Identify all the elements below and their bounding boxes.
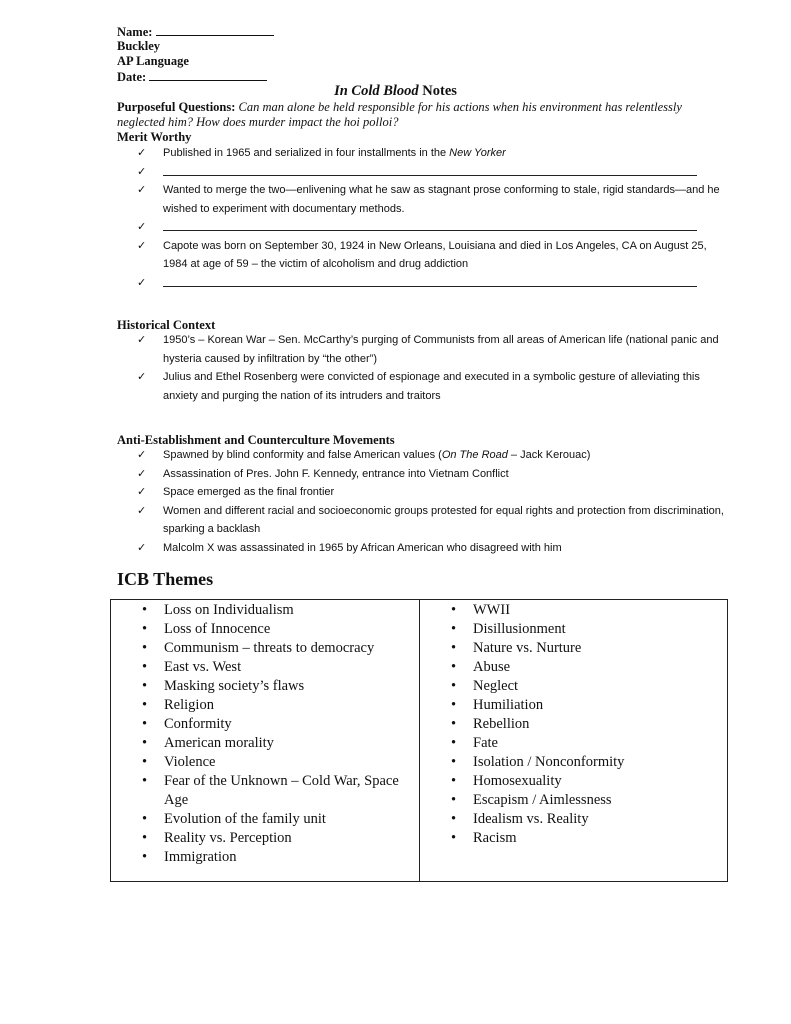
bullet-icon: • [451, 621, 457, 637]
theme-text: Loss on Individualism [164, 602, 294, 618]
list-item [137, 274, 727, 293]
bullet-icon: • [142, 830, 148, 846]
bullet-icon: • [142, 849, 148, 865]
purposeful-text: Can man alone be held responsible for his actions when his environment has relentlessly neglected him? How does murder impact the hoi polloi? [117, 100, 682, 129]
theme-text: Isolation / Nonconformity [473, 754, 625, 770]
theme-text: Humiliation [473, 697, 544, 713]
theme-text: Rebellion [473, 716, 530, 732]
anti-list [137, 446, 727, 557]
bullet-icon: • [451, 773, 457, 789]
bullet-icon: • [142, 811, 148, 827]
theme-item [138, 677, 400, 696]
list-item [137, 502, 727, 539]
bullet-icon: • [142, 640, 148, 656]
theme-item [138, 715, 400, 734]
page-title [0, 83, 791, 100]
bullet-icon: • [451, 659, 457, 675]
theme-item [447, 734, 717, 753]
fill-in-blank[interactable] [163, 163, 697, 176]
theme-text: Loss of Innocence [164, 621, 271, 637]
theme-item [447, 715, 717, 734]
themes-heading: ICB Themes [117, 569, 214, 589]
theme-text: Racism [473, 830, 517, 846]
checkmark-icon: ✓ [137, 275, 147, 289]
bullet-icon: • [451, 678, 457, 694]
name-blank[interactable] [156, 24, 274, 36]
bullet-icon: • [142, 621, 148, 637]
name-label: Name: [117, 25, 153, 39]
theme-item [138, 829, 400, 848]
bullet-icon: • [451, 811, 457, 827]
checkmark-icon: ✓ [137, 333, 147, 346]
item-text-after: – Jack Kerouac) [507, 449, 591, 461]
bullet-icon: • [142, 773, 148, 789]
theme-item [138, 753, 400, 772]
theme-text: Reality vs. Perception [164, 830, 292, 846]
theme-item [447, 639, 717, 658]
bullet-icon: • [451, 716, 457, 732]
section-heading-merit: Merit Worthy [117, 130, 192, 144]
themes-right-list [447, 601, 717, 848]
checkmark-icon: ✓ [137, 448, 147, 461]
theme-item [138, 734, 400, 753]
item-text: Assassination of Pres. John F. Kennedy, entrance into Vietnam Conflict [163, 467, 509, 480]
theme-text: Evolution of the family unit [164, 811, 326, 827]
list-item [137, 368, 727, 405]
section-heading-anti: Anti-Establishment and Counterculture Movements [117, 433, 395, 447]
title-book: In Cold Blood [334, 83, 419, 99]
theme-item [447, 753, 717, 772]
list-item [137, 446, 727, 465]
bullet-icon: • [142, 697, 148, 713]
theme-text: Violence [164, 754, 216, 770]
bullet-icon: • [142, 735, 148, 751]
checkmark-icon: ✓ [137, 146, 147, 159]
item-text: Wanted to merge the two—enlivening what he saw as stagnant prose conforming to stale, rigid standards—and he wished to experiment with documentary methods. [163, 184, 720, 215]
theme-text: Disillusionment [473, 621, 566, 637]
bullet-icon: • [142, 716, 148, 732]
fill-in-blank[interactable] [163, 218, 697, 231]
item-text: Malcolm X was assassinated in 1965 by African American who disagreed with him [163, 541, 562, 554]
theme-item [138, 620, 400, 639]
theme-text: East vs. West [164, 659, 242, 675]
checkmark-icon: ✓ [137, 220, 147, 233]
list-item [137, 144, 727, 163]
item-title-italic: On The Road [441, 449, 508, 461]
list-item [137, 465, 727, 484]
section-heading-historical: Historical Context [117, 318, 216, 332]
date-label: Date: [117, 70, 147, 84]
title-suffix: Notes [418, 83, 457, 99]
list-item [137, 331, 727, 368]
checkmark-icon: ✓ [137, 503, 147, 517]
theme-item [138, 639, 400, 658]
checkmark-icon: ✓ [137, 370, 147, 383]
themes-table [110, 599, 728, 882]
theme-text: Idealism vs. Reality [473, 811, 589, 827]
theme-item [447, 791, 717, 810]
list-item [137, 237, 727, 274]
purposeful-questions [117, 100, 717, 130]
theme-item [447, 620, 717, 639]
theme-item [447, 810, 717, 829]
theme-item [447, 601, 717, 620]
checkmark-icon: ✓ [137, 466, 147, 480]
theme-text: American morality [164, 735, 274, 751]
table-divider [419, 600, 420, 881]
bullet-icon: • [451, 830, 457, 846]
theme-text: Conformity [164, 716, 232, 732]
theme-text: Nature vs. Nurture [473, 640, 582, 656]
merit-list [137, 144, 727, 292]
fill-in-blank[interactable] [163, 274, 697, 287]
theme-text: Homosexuality [473, 773, 562, 789]
theme-item [138, 848, 400, 867]
item-text: Space emerged as the final frontier [163, 486, 335, 498]
theme-text: Religion [164, 697, 214, 713]
theme-text: Fate [473, 735, 498, 751]
theme-item [138, 772, 400, 810]
list-item [137, 181, 727, 218]
bullet-icon: • [142, 678, 148, 694]
item-text: Women and different racial and socioeconomic groups protested for equal rights and protection from discrimination, sparking a backlash [163, 504, 724, 535]
bullet-icon: • [142, 602, 148, 618]
teacher-name: Buckley [117, 39, 161, 53]
theme-item [447, 772, 717, 791]
checkmark-icon: ✓ [137, 238, 147, 252]
bullet-icon: • [451, 640, 457, 656]
purposeful-label: Purposeful Questions: [117, 100, 236, 114]
date-blank[interactable] [149, 69, 267, 81]
theme-text: Escapism / Aimlessness [473, 792, 612, 808]
list-item [137, 163, 727, 182]
theme-text: Abuse [473, 659, 511, 675]
theme-text: Fear of the Unknown – Cold War, Space Age [164, 773, 399, 808]
theme-text: Communism – threats to democracy [164, 640, 375, 656]
historical-list [137, 331, 727, 405]
theme-item [138, 658, 400, 677]
checkmark-icon: ✓ [137, 164, 147, 178]
item-text: Julius and Ethel Rosenberg were convicted of espionage and executed in a symbolic gesture of alleviating this anxiety and purging the nation of its intruders and traitors [163, 371, 700, 402]
item-text: 1950’s – Korean War – Sen. McCarthy’s purging of Communists from all areas of American life (national panic and hysteria caused by infiltration by “the other”) [163, 334, 719, 365]
item-text: Capote was born on September 30, 1924 in New Orleans, Louisiana and died in Los Angeles, CA on August 25, 1984 at age of 59 – the victim of alcoholism and drug addiction [163, 239, 707, 270]
checkmark-icon: ✓ [137, 540, 147, 554]
list-item [137, 539, 727, 558]
theme-text: Masking society’s flaws [164, 678, 305, 694]
list-item [137, 483, 727, 502]
theme-item [138, 696, 400, 715]
bullet-icon: • [451, 735, 457, 751]
theme-item [447, 696, 717, 715]
item-title-italic: New Yorker [449, 147, 506, 159]
theme-item [138, 810, 400, 829]
theme-item [447, 658, 717, 677]
bullet-icon: • [142, 659, 148, 675]
course-name: AP Language [117, 54, 189, 68]
item-text: Published in 1965 and serialized in four installments in the [163, 147, 450, 159]
theme-item [447, 829, 717, 848]
item-text: Spawned by blind conformity and false American values ( [163, 449, 442, 461]
bullet-icon: • [142, 754, 148, 770]
themes-left-list [138, 601, 400, 867]
theme-item [447, 677, 717, 696]
checkmark-icon: ✓ [137, 485, 147, 498]
bullet-icon: • [451, 792, 457, 808]
bullet-icon: • [451, 697, 457, 713]
checkmark-icon: ✓ [137, 183, 147, 196]
theme-text: WWII [473, 602, 511, 618]
list-item [137, 218, 727, 237]
theme-text: Neglect [473, 678, 519, 694]
bullet-icon: • [451, 754, 457, 770]
bullet-icon: • [451, 602, 457, 618]
theme-text: Immigration [164, 849, 237, 865]
theme-item [138, 601, 400, 620]
